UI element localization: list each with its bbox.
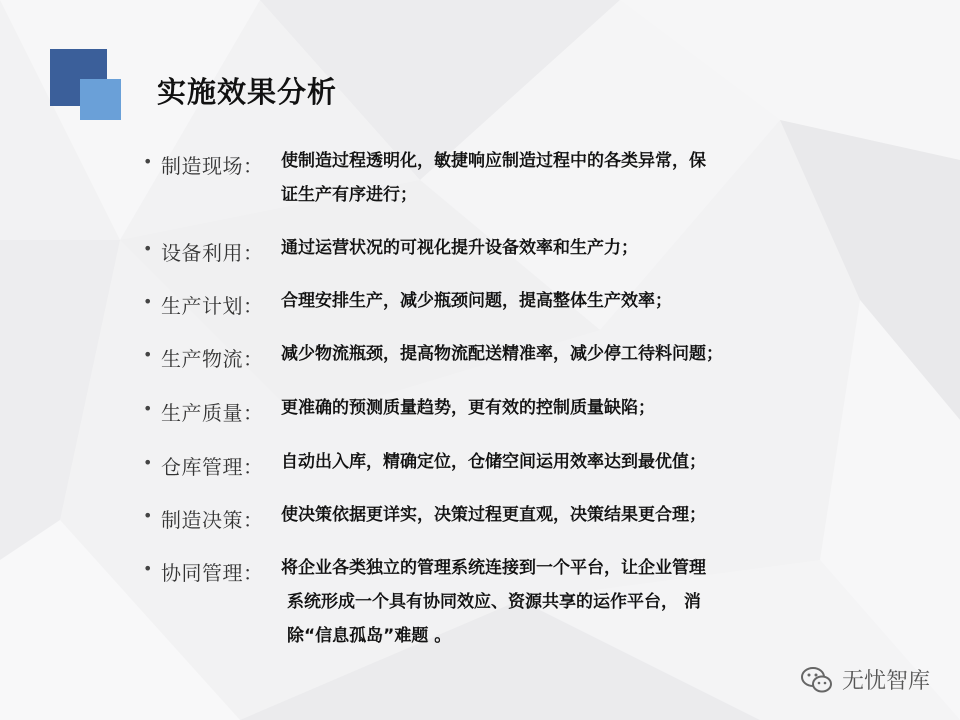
item-label: 设备利用： <box>161 241 264 265</box>
item-description-line: 除“信息孤岛”难题 。 <box>287 626 452 646</box>
item-description <box>281 391 821 425</box>
bullet-icon: • <box>143 292 153 311</box>
item-label: 制造现场： <box>161 154 264 178</box>
bullet-icon: • <box>143 152 153 171</box>
slide-title: 实施效果分析 <box>157 75 338 109</box>
item-label: 生产物流： <box>161 347 264 371</box>
item-label: 生产计划： <box>161 294 264 318</box>
item-label: 协同管理： <box>161 561 264 585</box>
watermark-text: 无忧智库 <box>841 669 930 694</box>
item-description <box>281 551 821 653</box>
item-label: 生产质量： <box>161 401 264 425</box>
bullet-icon: • <box>143 239 153 258</box>
item-description-line: 将企业各类独立的管理系统连接到一个平台，让企业管理 <box>281 558 706 578</box>
item-description-line: 使决策依据更详实，决策过程更直观，决策结果更合理； <box>281 505 706 525</box>
item-description-line: 使制造过程透明化，敏捷响应制造过程中的各类异常，保 <box>281 151 706 171</box>
item-description <box>281 231 821 265</box>
bullet-icon: • <box>143 399 153 418</box>
bullet-icon: • <box>143 559 153 578</box>
item-description-line: 合理安排生产，减少瓶颈问题，提高整体生产效率； <box>281 291 672 311</box>
item-description-line: 系统形成一个具有协同效应、资源共享的运作平台， 消 <box>287 592 701 612</box>
item-description <box>281 498 821 532</box>
bullet-icon: • <box>143 453 153 472</box>
watermark <box>800 664 930 695</box>
item-description-line: 减少物流瓶颈，提高物流配送精准率，减少停工待料问题； <box>281 344 723 364</box>
item-description <box>281 144 821 212</box>
item-description <box>281 284 821 318</box>
bullet-icon: • <box>143 345 153 364</box>
title-decoration-light-square <box>80 79 121 120</box>
bullet-icon: • <box>143 506 153 525</box>
item-description-line: 更准确的预测质量趋势，更有效的控制质量缺陷； <box>281 398 655 418</box>
item-label: 制造决策： <box>161 508 264 532</box>
item-description-line: 证生产有序进行； <box>281 185 417 205</box>
wechat-icon <box>800 665 834 695</box>
item-description-line: 自动出入库，精确定位，仓储空间运用效率达到最优值； <box>281 452 706 472</box>
item-description <box>281 445 821 479</box>
item-description-line: 通过运营状况的可视化提升设备效率和生产力； <box>281 238 638 258</box>
item-label: 仓库管理： <box>161 455 264 479</box>
item-description <box>281 337 821 371</box>
